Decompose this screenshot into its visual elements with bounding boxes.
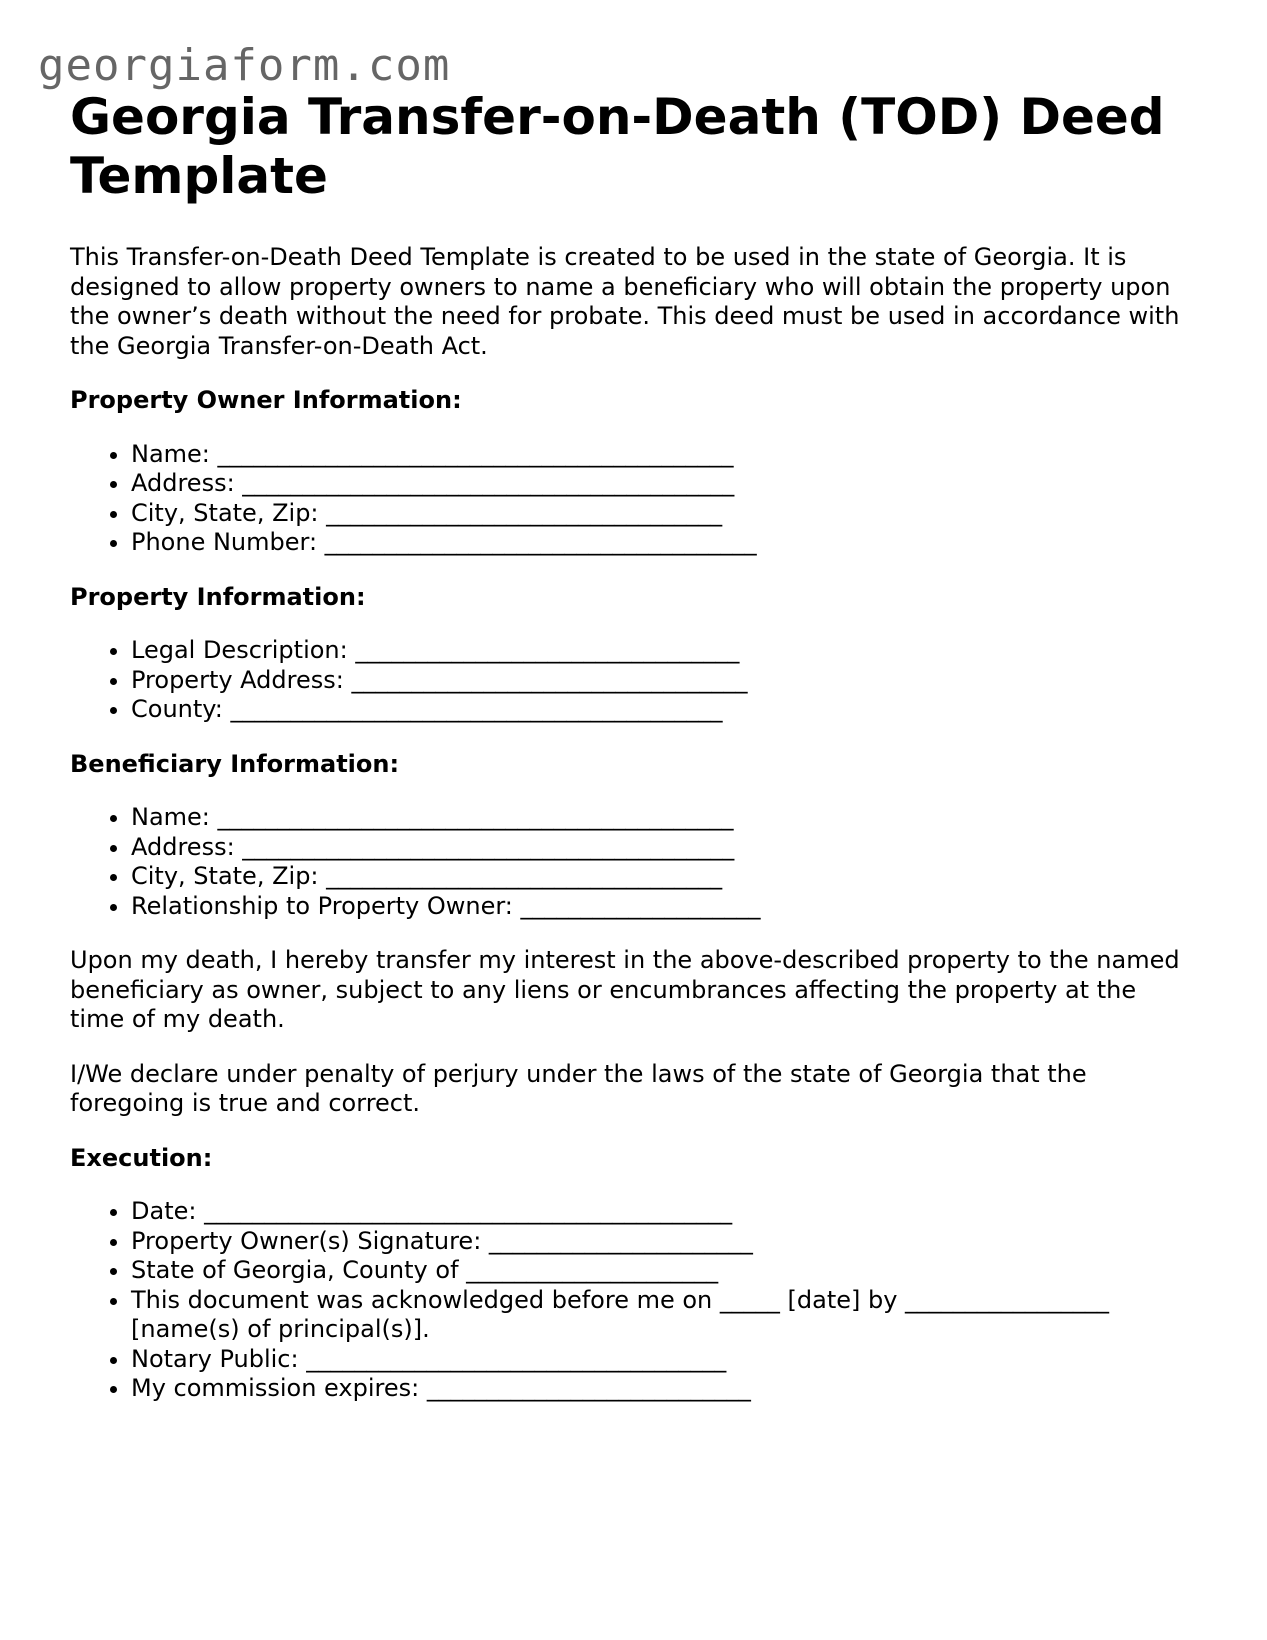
property-address-line: • Property Address: _________________________________	[131, 666, 1190, 696]
document-title: Georgia Transfer-on-Death (TOD) Deed Template	[70, 88, 1165, 205]
beneficiary-section-heading: Beneficiary Information:	[70, 749, 400, 778]
owner-city-state-zip-line: • City, State, Zip: _________________________________	[131, 499, 1190, 529]
owner-address-line: • Address: _________________________________________	[131, 469, 1190, 499]
commission-expires-line: • My commission expires: ___________________________	[131, 1374, 1190, 1404]
execution-section-heading: Execution:	[70, 1143, 213, 1172]
owner-section-heading: Property Owner Information:	[70, 386, 462, 414]
owner-name-line: • Name: ___________________________________________	[131, 440, 1190, 470]
document-body	[70, 88, 1190, 1404]
beneficiary-address-line: • Address: _________________________________________	[131, 833, 1190, 863]
owner-signature-line: • Property Owner(s) Signature: ______________________	[131, 1227, 1190, 1257]
execution-list	[70, 1197, 1190, 1404]
beneficiary-name-line: • Name: ___________________________________________	[131, 803, 1190, 833]
date-line: • Date: ____________________________________________	[131, 1197, 1190, 1227]
property-info-list	[70, 636, 1190, 725]
beneficiary-info-list	[70, 803, 1190, 921]
county-line: • County: _________________________________________	[131, 695, 1190, 725]
acknowledgment-line: • This document was acknowledged before me on _____ [date] by _________________ [name(s) of principal(s)].	[131, 1286, 1190, 1345]
property-section-heading: Property Information:	[70, 582, 366, 611]
transfer-paragraph: Upon my death, I hereby transfer my interest in the above-described property to the named beneficiary as owner, subject to any liens or encumbrances affecting the property at the time of my death.	[70, 946, 1180, 1033]
state-county-line: • State of Georgia, County of _____________________	[131, 1256, 1190, 1286]
relationship-line: • Relationship to Property Owner: ____________________	[131, 892, 1190, 922]
owner-info-list	[70, 440, 1190, 558]
owner-phone-line: • Phone Number: ____________________________________	[131, 528, 1190, 558]
declaration-paragraph: I/We declare under penalty of perjury under the laws of the state of Georgia that the foregoing is true and correct.	[70, 1059, 1087, 1117]
beneficiary-city-state-zip-line: • City, State, Zip: _________________________________	[131, 862, 1190, 892]
watermark: georgiaform.com	[38, 40, 451, 91]
notary-public-line: • Notary Public: ___________________________________	[131, 1345, 1190, 1375]
legal-description-line: • Legal Description: ________________________________	[131, 636, 1190, 666]
intro-paragraph: This Transfer-on-Death Deed Template is created to be used in the state of Georgia. It is designed to allow property owners to name a beneficiary who will obtain the property upon the owner’s death without the need for probate. This deed must be used in accordance with the Georgia Transfer-on-Death Act.	[70, 243, 1180, 360]
